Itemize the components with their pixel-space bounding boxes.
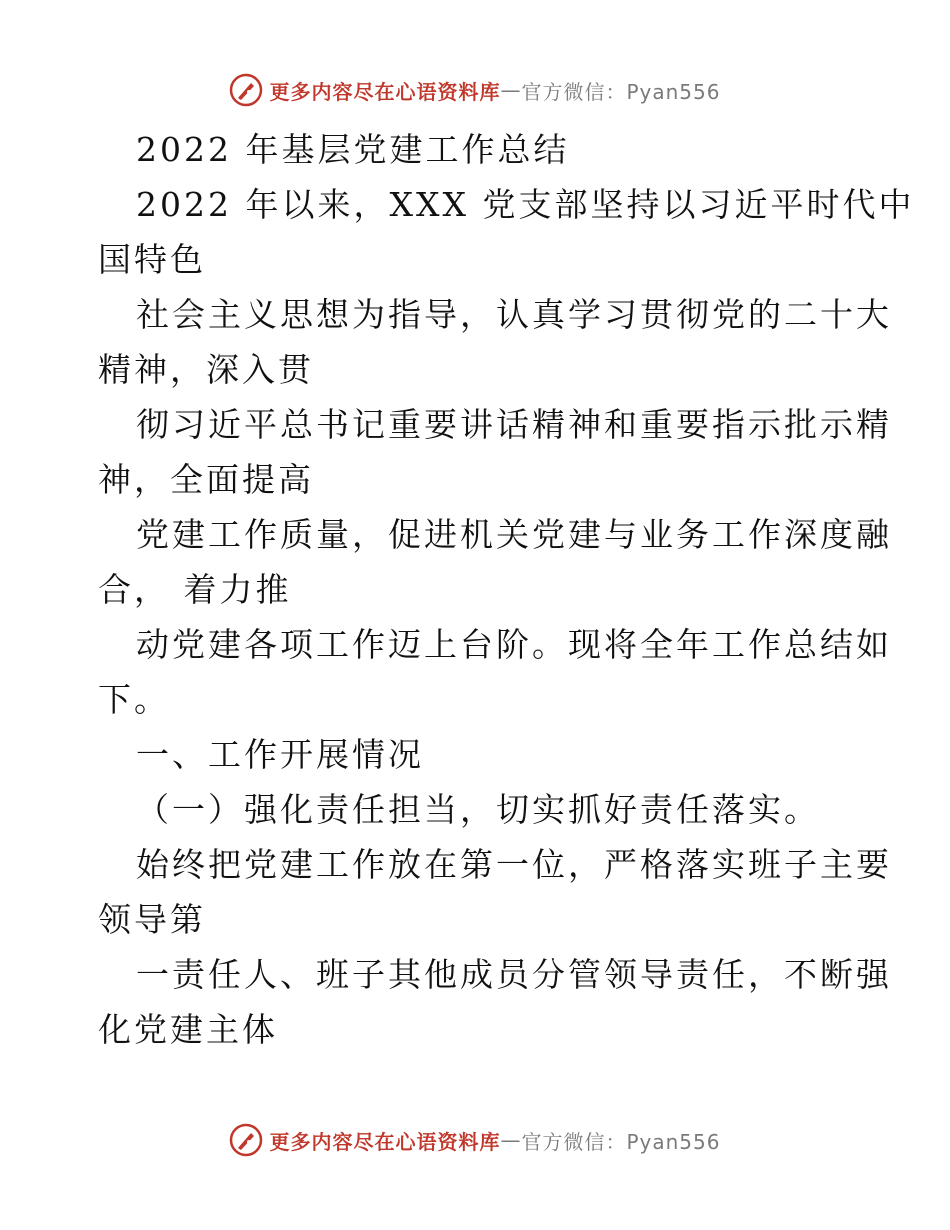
banner-gray-text: 官方微信：Pyan556 [521,1129,721,1154]
document-title: 2022 年基层党建工作总结 [136,130,570,169]
paragraph-line: 一责任人、班子其他成员分管领导责任，不断强 [136,955,892,994]
banner-gray-text: 官方微信：Pyan556 [521,79,721,104]
paragraph-line: 彻习近平总书记重要讲话精神和重要指示批示精 [136,405,892,444]
paragraph-line: 2022 年以来，XXX 党支部坚持以习近平时代中 [136,185,915,224]
document-body [98,122,915,1057]
paragraph-line: 化党建主体 [98,1010,278,1049]
pen-logo-icon [229,1123,263,1157]
banner-red-text: 更多内容尽在心语资料库 [269,1129,501,1154]
paragraph-line: 党建工作质量，促进机关党建与业务工作深度融 [136,515,892,554]
paragraph-line: 领导第 [98,900,206,939]
paragraph-line: 始终把党建工作放在第一位，严格落实班子主要 [136,845,892,884]
banner-dash: — [500,1128,522,1152]
paragraph-line: 精神，深入贯 [98,350,314,389]
subsection-heading: （一）强化责任担当，切实抓好责任落实。 [136,790,820,829]
pen-logo-icon [229,73,263,107]
paragraph-line: 社会主义思想为指导，认真学习贯彻党的二十大 [136,295,892,334]
banner-dash: — [500,78,522,102]
paragraph-line: 下。 [98,680,170,719]
paragraph-line: 国特色 [98,240,206,279]
banner-red-text: 更多内容尽在心语资料库 [269,79,501,104]
section-heading: 一、工作开展情况 [136,735,424,774]
paragraph-line: 合， 着力推 [98,570,292,609]
header-watermark-banner [0,70,950,110]
paragraph-line: 神，全面提高 [98,460,314,499]
footer-watermark-banner [0,1120,950,1160]
paragraph-line: 动党建各项工作迈上台阶。现将全年工作总结如 [136,625,892,664]
